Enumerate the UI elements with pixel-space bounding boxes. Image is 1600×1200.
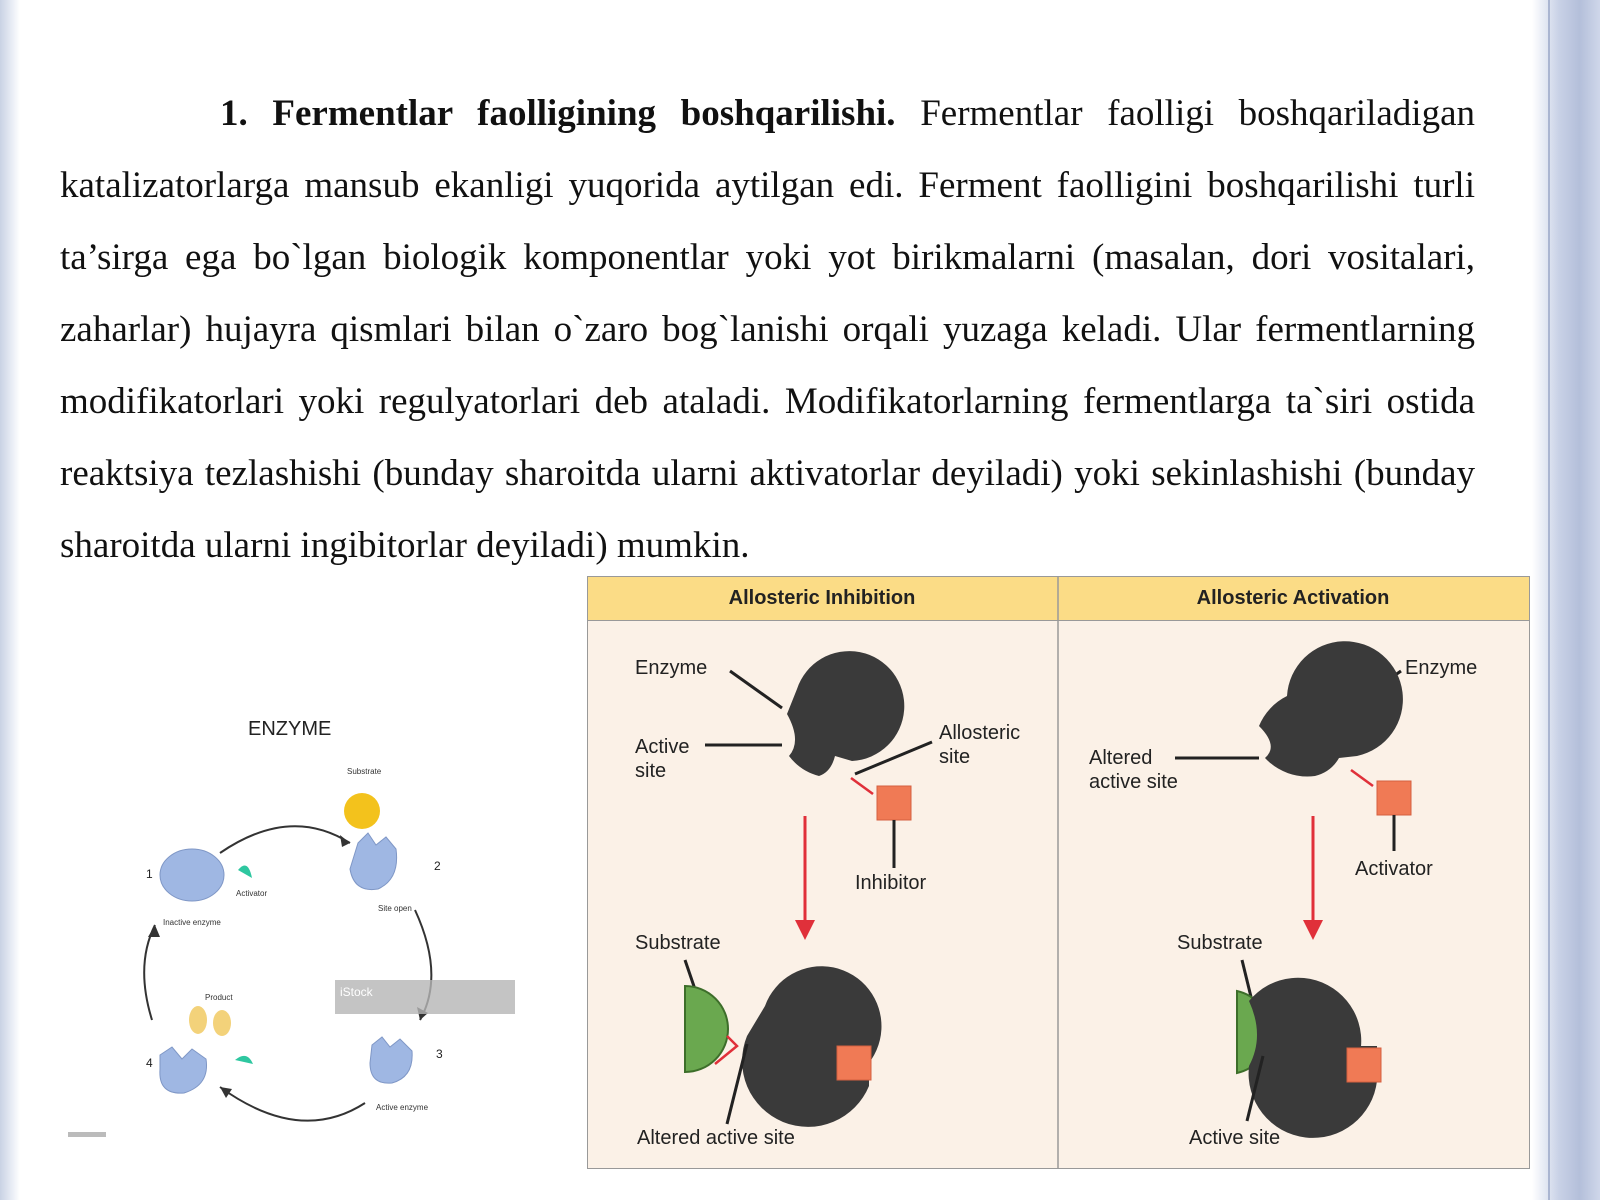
main-paragraph bbox=[60, 78, 1475, 582]
cycle-arrowhead-left bbox=[148, 925, 160, 937]
act-active-label: Active site bbox=[1189, 1127, 1281, 1149]
product-label: Product bbox=[205, 993, 233, 1002]
inactive-enzyme-shape bbox=[160, 849, 224, 901]
inh-substrate-label: Substrate bbox=[635, 932, 721, 954]
substrate-label: Substrate bbox=[347, 767, 382, 776]
act-altered-label-1: Altered bbox=[1089, 747, 1153, 769]
inh-enzyme-label: Enzyme bbox=[635, 657, 708, 679]
cycle-arrowhead-bottom bbox=[220, 1087, 232, 1098]
inh-active-label-2: site bbox=[635, 760, 667, 782]
act-activator-label: Activator bbox=[1355, 858, 1433, 880]
product-enzyme-shape bbox=[160, 1047, 207, 1093]
activator-shape bbox=[238, 866, 252, 879]
site-open-enzyme-shape bbox=[350, 833, 397, 890]
inh-bound-inhibitor bbox=[837, 1046, 871, 1080]
substrate-ball bbox=[344, 793, 380, 829]
act-substrate-label: Substrate bbox=[1177, 932, 1263, 954]
step-2-label: 2 bbox=[434, 859, 441, 873]
inh-active-label-1: Active bbox=[635, 736, 690, 758]
cycle-arrow-bottom bbox=[220, 1087, 365, 1121]
inh-allosteric-label-1: Allosteric bbox=[939, 722, 1021, 744]
allosteric-diagram bbox=[587, 576, 1530, 1169]
product-piece-right bbox=[213, 1010, 231, 1036]
active-enzyme-label: Active enzyme bbox=[376, 1103, 429, 1112]
act-bound-activator bbox=[1347, 1048, 1381, 1082]
inactive-enzyme-label: Inactive enzyme bbox=[163, 918, 221, 927]
slide-right-border bbox=[1532, 0, 1600, 1200]
watermark-text: iStock bbox=[340, 985, 373, 999]
act-altered-label-2: active site bbox=[1089, 771, 1178, 793]
inh-allosteric-label-2: site bbox=[939, 746, 971, 768]
cycle-arrow-top bbox=[220, 826, 350, 853]
paragraph-heading: 1. Fermentlar faolligining boshqarilishi. bbox=[220, 93, 896, 134]
activator-label: Activator bbox=[236, 889, 268, 898]
activation-header: Allosteric Activation bbox=[1196, 587, 1390, 609]
site-open-label: Site open bbox=[378, 904, 412, 913]
step-3-label: 3 bbox=[436, 1047, 443, 1061]
active-enzyme-shape bbox=[370, 1037, 412, 1083]
small-bar bbox=[68, 1132, 106, 1137]
act-enzyme-label: Enzyme bbox=[1405, 657, 1478, 679]
cycle-title: ENZYME bbox=[248, 718, 332, 740]
act-activator-square bbox=[1377, 781, 1411, 815]
inhibition-header: Allosteric Inhibition bbox=[728, 587, 916, 609]
inh-inhibitor-label: Inhibitor bbox=[855, 872, 927, 894]
inh-inhibitor-square bbox=[877, 786, 911, 820]
paragraph-body: Fermentlar faolligi boshqariladigan katalizatorlarga mansub ekanligi yuqorida aytilgan edi. Ferment faolligini boshqarilishi turli ta’sirga ega bo`lgan biologik komponentlar yoki yot birikmalarni (masalan, dori vositalari, zaharlar) hujayra qismlari bilan o`zaro bog`lanishi orqali yuzaga keladi. Ular fermentlarning modifikatorlari yoki regulyatorlari deb ataladi. Modifikatorlarning fermentlarga ta`siri ostida reaktsiya tezlashishi (bunday sharoitda ularni aktivatorlar deyiladi) yoki sekinlashishi (bunday sharoitda ularni ingibitorlar deyiladi) mumkin. bbox=[60, 93, 1475, 566]
slide-left-border bbox=[0, 0, 20, 1200]
step-1-label: 1 bbox=[146, 867, 153, 881]
product-piece-left bbox=[189, 1006, 207, 1034]
enzyme-cycle-figure bbox=[60, 715, 540, 1155]
released-activator-shape bbox=[235, 1056, 253, 1064]
inh-altered-label: Altered active site bbox=[637, 1127, 795, 1149]
step-4-label: 4 bbox=[146, 1056, 153, 1070]
cycle-arrow-left bbox=[144, 925, 155, 1020]
